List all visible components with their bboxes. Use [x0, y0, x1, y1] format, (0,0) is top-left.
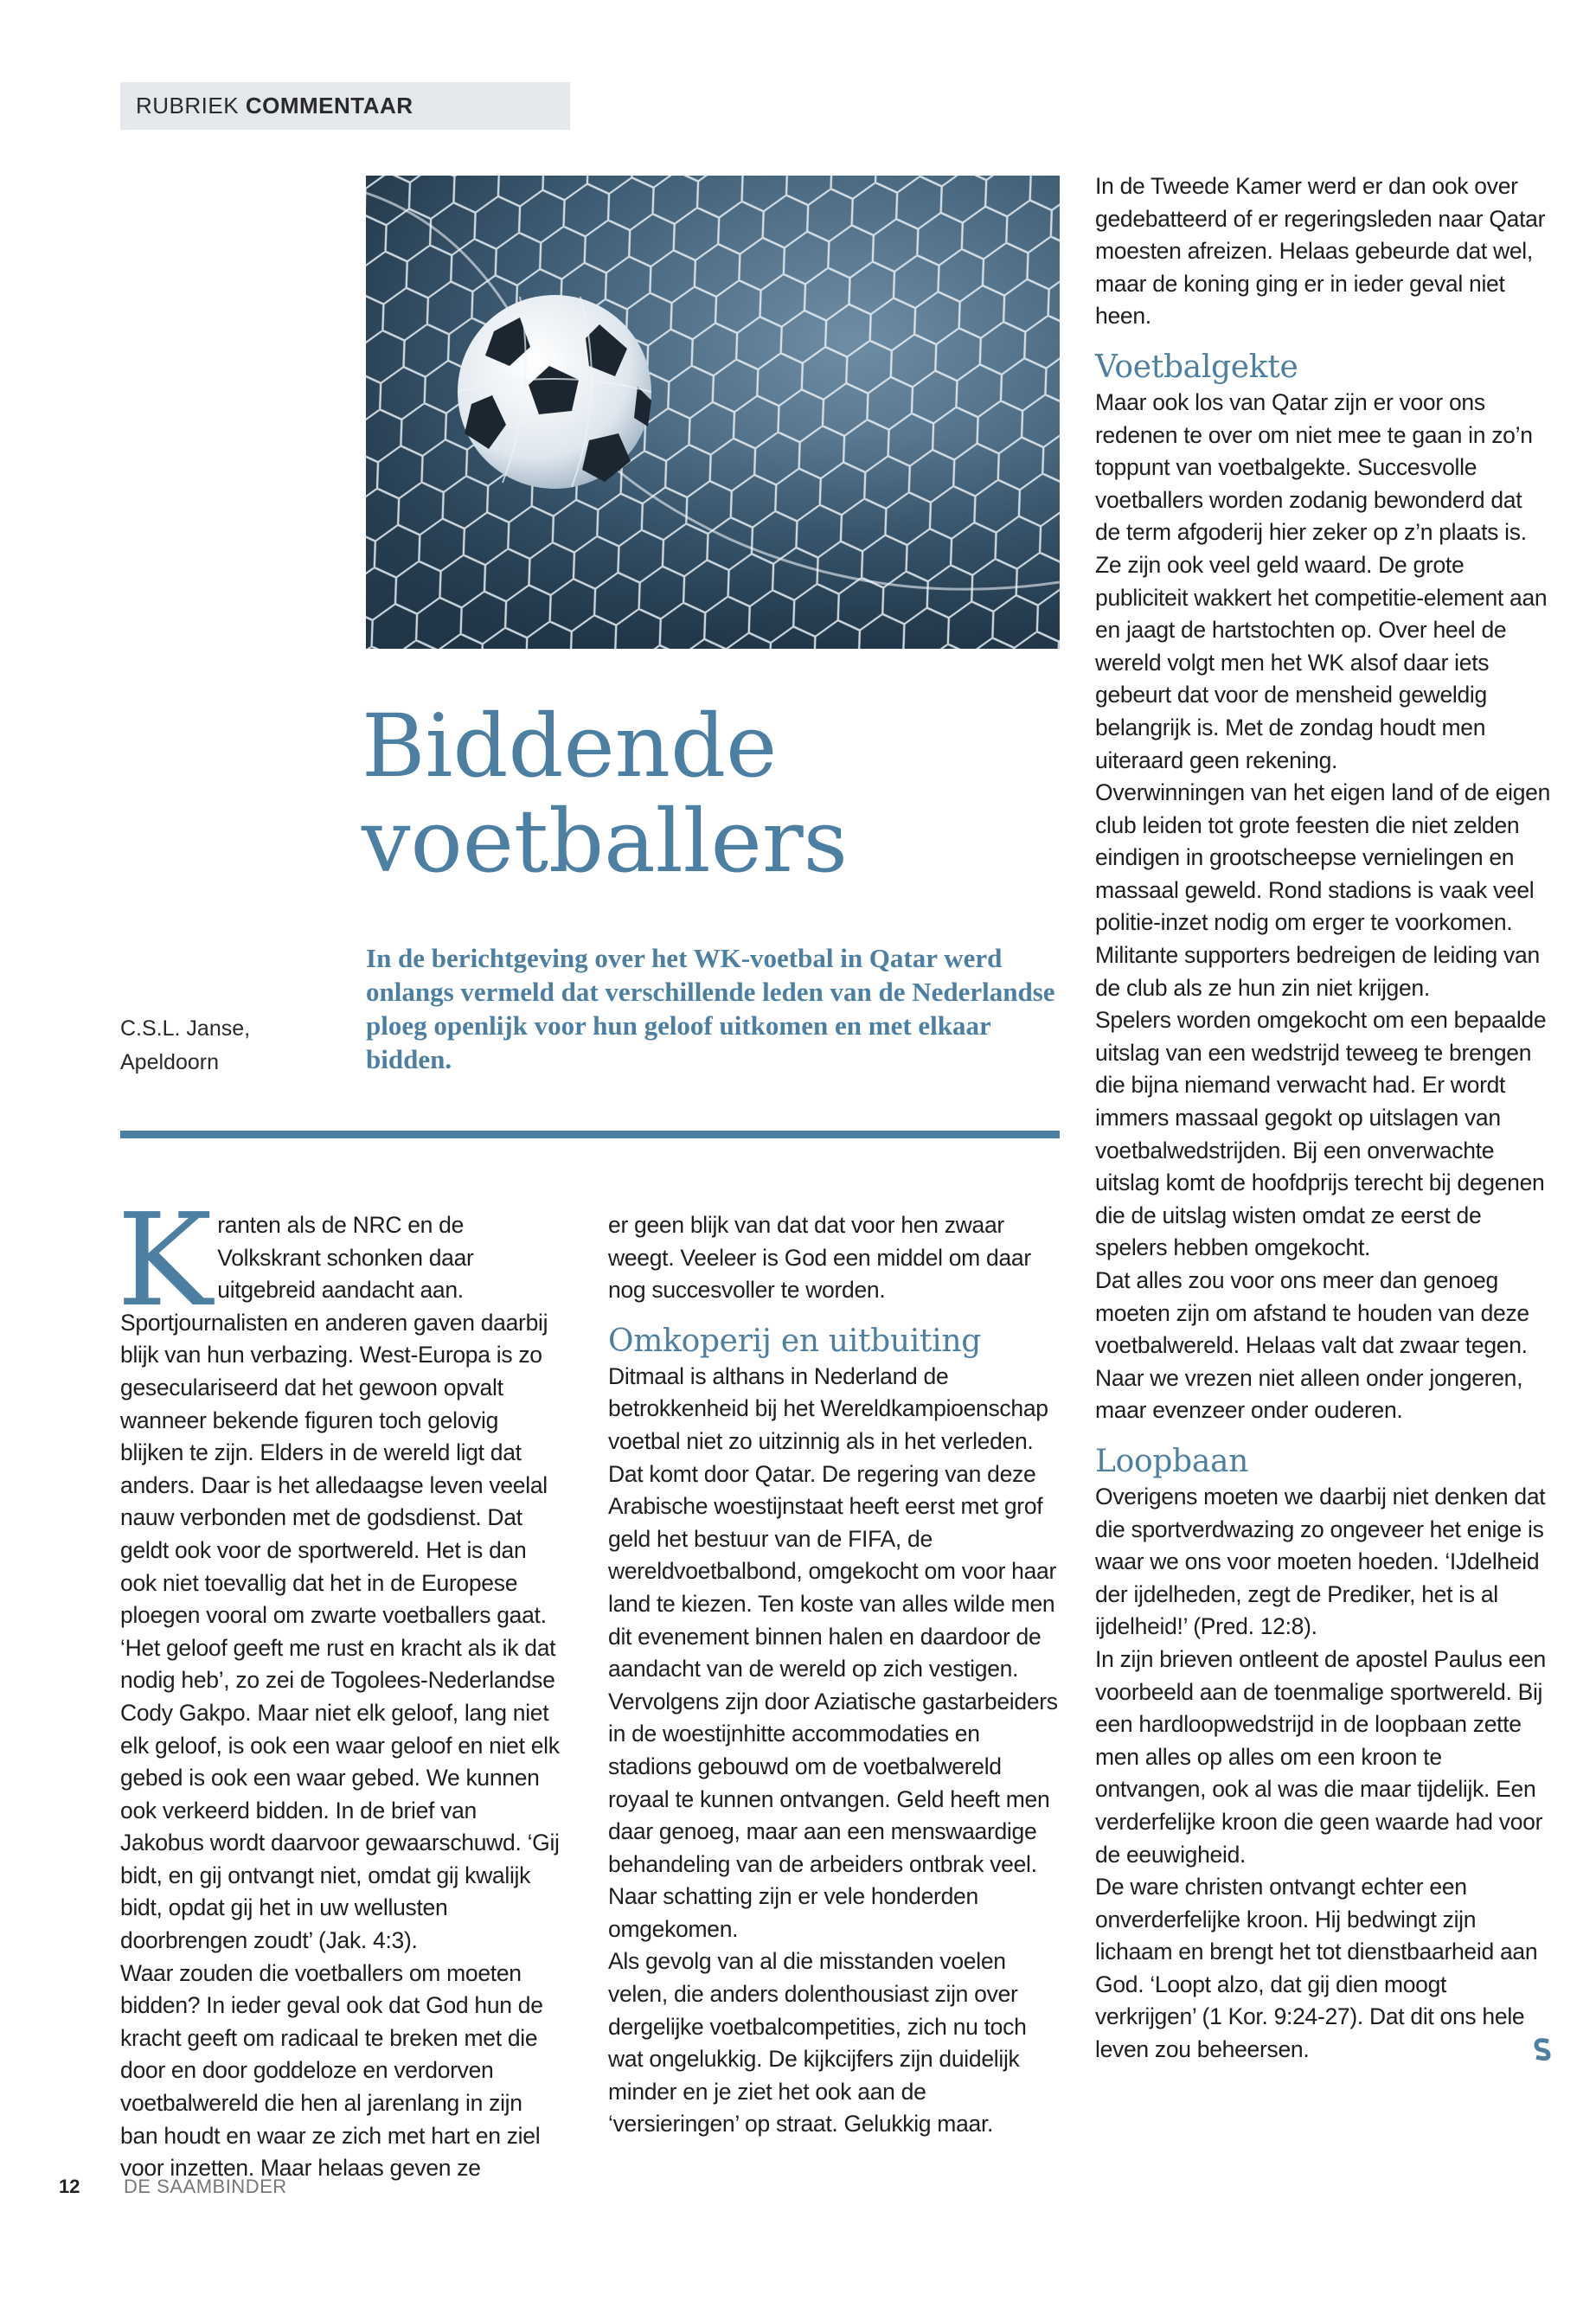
paragraph: Als gevolg van al die misstanden voelen velen, die anders dolenthousiast zijn over dergelijke voetbalcompetities, zich nu toch wat ongelukkig. De kijkcijfers zijn duidelijk minder en je ziet het ook aan de ‘versieringen’ op straat. Gelukkig maar.	[608, 1948, 1027, 2138]
football-in-net-photo	[366, 176, 1060, 649]
paragraph: Maar ook los van Qatar zijn er voor ons redenen te over om niet mee te gaan in zo’n toppunt van voetbalgekte. Succesvolle voetballers worden zodanig bewonderd dat de term afgoderij hier zeker op z’n plaats is. Ze zijn ook veel geld waard. De grote publiciteit wakkert het competitie-element aan en jaagt de hartstochten op. Over heel de wereld volgt men het WK alsof daar iets gebeurt dat voor de mensheid geweldig belangrijk is. Met de zondag houdt men uiteraard geen rekening.	[1095, 388, 1548, 773]
title-line-1: Biddende	[362, 695, 778, 797]
paragraph: Vervolgens zijn door Aziatische gastarbeiders in de woestijnhitte accommodaties en stadions gebouwd om de voetbalwereld royaal te kunnen ontvangen. Geld heeft men daar genoeg, maar aan een menswaardige behandeling van de arbeiders ontbrak veel. Naar schatting zijn er vele honderden omgekomen.	[608, 1688, 1058, 1942]
publication-name: DE SAAMBINDER	[124, 2176, 287, 2197]
end-mark-icon	[1533, 2037, 1552, 2070]
author-byline	[120, 1012, 302, 1080]
paragraph: In de Tweede Kamer werd er dan ook over gedebatteerd of er regeringsleden naar Qatar moesten afreizen. Helaas gebeurde dat wel, maar de koning ging er in ieder geval niet heen.	[1095, 173, 1546, 330]
author-name: C.S.L. Janse,	[120, 1016, 251, 1041]
title-line-2: voetballers	[362, 791, 848, 892]
paragraph: Spelers worden omgekocht om een bepaalde uitslag van een wedstrijd teweeg te brengen die bijna niemand verwacht had. Er wordt immers massaal gegokt op uitslagen van voetbalwedstrijden. Bij een onverwachte uitslag komt de hoofdprijs terecht bij degenen die de uitslag wisten omdat ze eerst de spelers hebben omgekocht.	[1095, 1007, 1547, 1261]
subheading-voetbalgekte: Voetbalgekte	[1095, 349, 1298, 385]
paragraph: Dat alles zou voor ons meer dan genoeg moeten zijn om afstand te houden van deze voetbalwereld. Helaas valt dat zwaar tegen. Naar we vrezen niet alleen onder jongeren, maar evenzeer onder ouderen.	[1095, 1267, 1529, 1424]
lead-paragraph: In de berichtgeving over het WK-voetbal in Qatar werd onlangs vermeld dat verschillende leden van de Nederlandse ploeg openlijk voor hun geloof uitkomen en met elkaar bidden.	[366, 943, 1055, 1074]
column-2	[608, 1209, 1058, 2141]
drop-cap: K	[117, 1186, 213, 1335]
paragraph	[1095, 1871, 1552, 2067]
subheading-omkoperij: Omkoperij en uitbuiting	[608, 1323, 981, 1359]
page-number: 12	[59, 2176, 80, 2197]
paragraph: Overwinningen van het eigen land of de eigen club leiden tot grote feesten die niet zelden eindigen in grootscheepse vernielingen en massaal geweld. Rond stadions is vaak veel politie-inzet nodig om erger te voorkomen. Militante supporters bedreigen de leiding van de club als ze hun zin niet krijgen.	[1095, 779, 1551, 1001]
column-1	[117, 1186, 561, 2185]
paragraph	[117, 1186, 561, 1958]
divider-rule	[120, 1131, 1060, 1138]
paragraph: er geen blijk van dat dat voor hen zwaar weegt. Veeleer is God een middel om daar nog succesvoller te worden.	[608, 1212, 1031, 1304]
rubric-label	[120, 82, 570, 130]
paragraph: In zijn brieven ontleent de apostel Paulus een voorbeeld aan de toenmalige sportwereld. Bij een hardloopwedstrijd in de loopbaan zette men alles op alles om een kroon te ontvangen, ook al was die maar tijdelijk. Een verderfelijke kroon die geen waarde had voor de eeuwigheid.	[1095, 1645, 1546, 1868]
paragraph-text: De ware christen ontvangt echter een onverderfelijke kroon. Hij bedwingt zijn lichaam en brengt het tot dienstbaarheid aan God. ‘Loopt alzo, dat gij dien moogt verkrijgen’ (1 Kor. 9:24-27). Dat dit ons hele leven zou beheersen.	[1095, 1874, 1538, 2063]
subheading-loopbaan: Loopbaan	[1095, 1443, 1249, 1479]
rubric-prefix: RUBRIEK	[136, 93, 240, 119]
paragraph-text: ranten als de NRC en de Volkskrant schonken daar uitgebreid aandacht aan. Sportjournalisten en anderen gaven daarbij blijk van hun verbazing. West-Europa is zo geseculariseerd dat het gewoon opvalt wanneer bekende figuren toch gelovig blijken te zijn. Elders in de wereld ligt dat anders. Daar is het alledaagse leven veelal nauw verbonden met de godsdienst. Dat geldt ook voor de sportwereld. Het is dan ook niet toevallig dat het in de Europese ploegen vooral om zwarte voetballers gaat. ‘Het geloof geeft me rust en kracht als ik dat nodig heb’, zo zei de Togolees-Nederlandse Cody Gakpo. Maar niet elk geloof, lang niet elk geloof, is ook een waar geloof en niet elk gebed is ook een waar gebed. We kunnen ook verkeerd bidden. In de brief van Jakobus wordt daarvoor gewaarschuwd. ‘Gij bidt, en gij ontvangt niet, omdat gij kwalijk bidt, opdat gij het in uw wellusten doorbrengen zoudt’ (Jak. 4:3).	[120, 1212, 560, 1954]
paragraph: Ditmaal is althans in Nederland de betrokkenheid bij het Wereldkampioenschap voetbal niet zo uitzinnig als in het verleden. Dat komt door Qatar. De regering van deze Arabische woestijnstaat heeft eerst met grof geld het bestuur van de FIFA, de wereldvoetbalbond, omgekocht om voor haar land te kiezen. Ten koste van alles wilde men dit evenement binnen halen en daardoor de aandacht van de wereld op zich vestigen.	[608, 1362, 1057, 1682]
article-title	[362, 695, 1054, 892]
rubric-name: COMMENTAAR	[245, 93, 413, 119]
column-3	[1095, 170, 1552, 2070]
paragraph: Waar zouden die voetballers om moeten bidden? In ieder geval ook dat God hun de kracht geeft om radicaal te breken met die door en door goddeloze en verdorven voetbalwereld die hen al jarenlang in zijn ban houdt en waar ze zich met hart en ziel voor inzetten. Maar helaas geven ze	[120, 1959, 543, 2182]
paragraph: Overigens moeten we daarbij niet denken dat die sportverdwazing zo ongeveer het enige is waar we ons voor moeten hoeden. ‘IJdelheid der ijdelheden, zegt de Prediker, het is al ijdelheid!’ (Pred. 12:8).	[1095, 1483, 1546, 1640]
author-city: Apeldoorn	[120, 1050, 219, 1074]
